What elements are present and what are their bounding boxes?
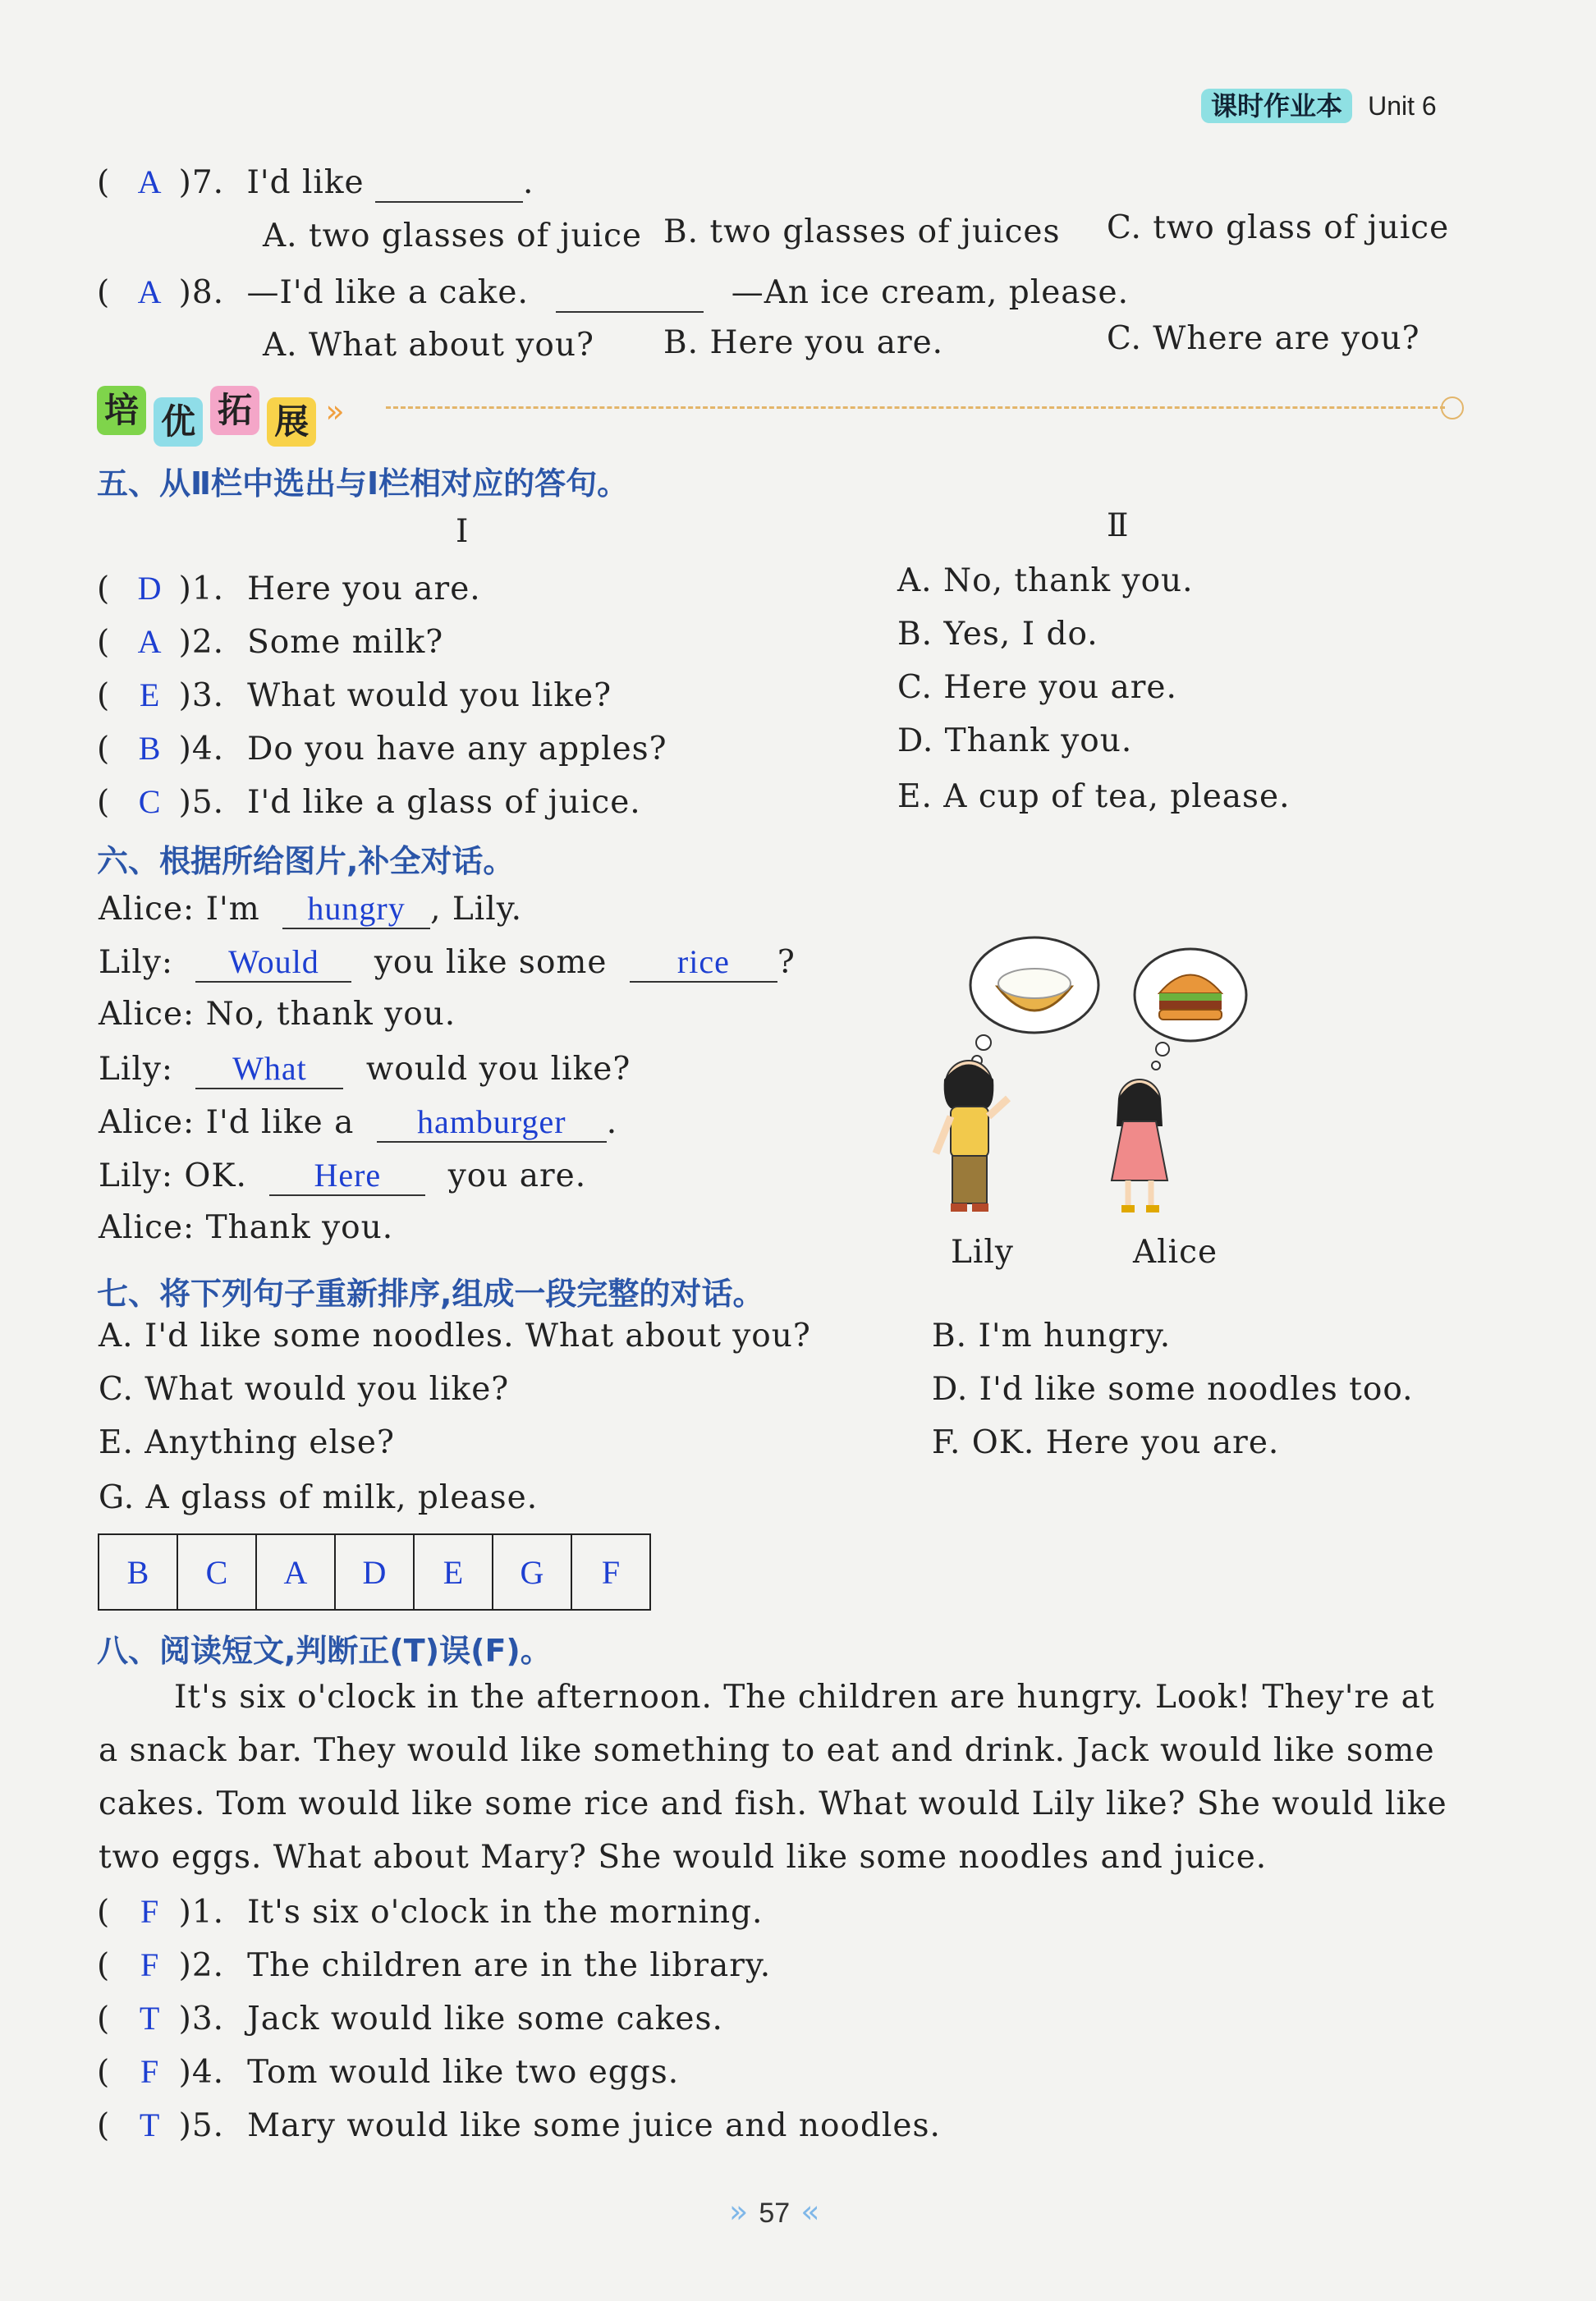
answer: F — [140, 2053, 160, 2090]
list-item: ( T )3. Jack would like some cakes. — [97, 2000, 723, 2037]
sentence-item: D. I'd like some noodles too. — [932, 1371, 1414, 1408]
banner-char: 拓 — [210, 386, 259, 435]
list-item: ( E )3. What would you like? — [97, 676, 612, 714]
section-5-title: 五、从Ⅱ栏中选出与Ⅰ栏相对应的答句。 — [97, 465, 629, 502]
banner-char: 展 — [267, 397, 316, 447]
answer: T — [139, 2106, 161, 2143]
list-item: ( C )5. I'd like a glass of juice. — [97, 783, 641, 821]
answer: E — [139, 676, 161, 713]
q8-option-c: C. Where are you? — [1107, 320, 1420, 357]
section-banner — [97, 386, 345, 442]
page-number: 57 — [759, 2198, 791, 2229]
header-badge: 课时作业本 — [1201, 89, 1352, 123]
filled-blank: Would — [195, 942, 351, 983]
option-item: C. Here you are. — [897, 669, 1177, 706]
dialogue-text: ? — [777, 944, 796, 981]
item-number: )2. — [178, 624, 225, 661]
list-item: ( T )5. Mary would like some juice and noodles. — [97, 2106, 941, 2144]
order-cell: F — [571, 1534, 650, 1610]
dialogue-line — [99, 942, 796, 983]
column-1-heading: Ⅰ — [456, 513, 470, 550]
item-number: )5. — [178, 2107, 225, 2144]
sentence-item: A. I'd like some noodles. What about you? — [99, 1318, 811, 1354]
q8-option-b: B. Here you are. — [663, 324, 944, 361]
banner-end-circle-icon — [1441, 396, 1464, 419]
answer: D — [137, 570, 163, 607]
answer-blank — [556, 274, 704, 313]
option-item: E. A cup of tea, please. — [897, 778, 1291, 815]
dialogue-text: Alice: I'm — [99, 891, 260, 928]
section-6-title: 六、根据所给图片,补全对话。 — [97, 843, 515, 879]
filled-blank: Here — [269, 1156, 425, 1196]
question-8: ( A )8. —I'd like a cake. —An ice cream, please. — [97, 273, 1130, 311]
lily-figure — [936, 1061, 1008, 1212]
alice-figure — [1112, 1079, 1167, 1212]
dialogue-text: you like some — [374, 944, 608, 981]
answer: F — [140, 1946, 160, 1983]
dialogue-text: . — [606, 1104, 618, 1141]
item-number: )4. — [178, 2054, 225, 2091]
answer: A — [137, 273, 163, 310]
order-answer-table — [98, 1533, 651, 1611]
order-cell: B — [99, 1534, 177, 1610]
item-text: Jack would like some cakes. — [247, 2001, 723, 2037]
item-number: )4. — [178, 731, 225, 768]
item-number: )5. — [178, 784, 225, 821]
q7-option-c: C. two glass of juice — [1107, 209, 1450, 246]
item-number: )3. — [178, 2001, 225, 2037]
item-number: )3. — [178, 677, 225, 714]
dialogue-line — [99, 889, 522, 929]
q7-option-a: A. two glasses of juice — [263, 218, 643, 254]
answer: A — [137, 163, 163, 200]
item-text: Some milk? — [247, 624, 444, 661]
filled-blank: hamburger — [377, 1102, 607, 1143]
answer: B — [138, 730, 162, 767]
order-cell: A — [256, 1534, 335, 1610]
order-cell: C — [177, 1534, 256, 1610]
section-7-title: 七、将下列句子重新排序,组成一段完整的对话。 — [97, 1276, 764, 1312]
q7-option-b: B. two glasses of juices — [663, 213, 1061, 250]
item-text: It's six o'clock in the morning. — [247, 1894, 764, 1931]
item-text: The children are in the library. — [247, 1947, 772, 1984]
chevron-right-icon: » — [729, 2193, 749, 2230]
sentence-item: C. What would you like? — [99, 1371, 510, 1408]
order-cell: G — [493, 1534, 571, 1610]
dialogue-text: Lily: — [99, 1051, 174, 1088]
list-item: ( B )4. Do you have any apples? — [97, 730, 667, 768]
thought-bubble-rice-icon — [970, 937, 1098, 1066]
list-item: ( F )4. Tom would like two eggs. — [97, 2053, 680, 2091]
chevron-left-icon: « — [800, 2193, 820, 2230]
answer: A — [137, 623, 163, 660]
item-number: )2. — [178, 1947, 225, 1984]
dialogue-text: Alice: I'd like a — [99, 1104, 355, 1141]
question-number: )8. — [178, 274, 225, 311]
dialogue-line — [99, 1049, 631, 1089]
dialogue-line — [99, 1102, 617, 1143]
item-text: Tom would like two eggs. — [247, 2054, 680, 2091]
dialogue-text: you are. — [447, 1157, 587, 1194]
dialogue-line — [99, 1156, 586, 1196]
list-item: ( F )2. The children are in the library. — [97, 1946, 772, 1984]
banner-dashed-line — [386, 406, 1445, 409]
list-item: ( F )1. It's six o'clock in the morning. — [97, 1893, 764, 1931]
sentence-item: F. OK. Here you are. — [932, 1424, 1280, 1461]
list-item: ( A )2. Some milk? — [97, 623, 444, 661]
sentence-item: G. A glass of milk, please. — [99, 1479, 539, 1516]
passage-line: It's six o'clock in the afternoon. The children are hungry. Look! They're at — [174, 1679, 1435, 1716]
item-text: I'd like a glass of juice. — [247, 784, 641, 821]
banner-arrow-icon: » — [325, 393, 345, 429]
list-item: ( D )1. Here you are. — [97, 570, 481, 607]
item-text: What would you like? — [247, 677, 612, 714]
order-cell: E — [414, 1534, 493, 1610]
page-header — [1201, 85, 1437, 123]
column-2-heading: Ⅱ — [1107, 507, 1130, 544]
question-stem: I'd like — [246, 164, 365, 201]
option-item: D. Thank you. — [897, 722, 1133, 759]
filled-blank: What — [195, 1049, 343, 1089]
item-text: Here you are. — [247, 571, 481, 607]
banner-char: 优 — [154, 397, 203, 447]
question-7: ( A )7. I'd like . — [97, 163, 534, 201]
passage-line: two eggs. What about Mary? She would like some noodles and juice. — [99, 1839, 1268, 1876]
question-number: )7. — [178, 164, 225, 201]
passage-line: cakes. Tom would like some rice and fish. What would Lily like? She would like — [99, 1785, 1447, 1822]
question-stem: —I'd like a cake. — [246, 274, 529, 311]
dialogue-text: Lily: OK. — [99, 1157, 247, 1194]
option-item: A. No, thank you. — [897, 562, 1194, 599]
page-footer — [729, 2193, 820, 2230]
sentence-item: B. I'm hungry. — [932, 1318, 1172, 1354]
thought-bubble-hamburger-icon — [1135, 949, 1246, 1070]
dialogue-line: Alice: No, thank you. — [99, 996, 456, 1033]
header-unit: Unit 6 — [1368, 91, 1437, 121]
dialogue-line: Alice: Thank you. — [99, 1209, 394, 1246]
banner-char: 培 — [97, 386, 146, 435]
answer-blank — [375, 164, 523, 203]
sentence-item: E. Anything else? — [99, 1424, 395, 1461]
question-tail: . — [523, 164, 534, 201]
answer: T — [139, 2000, 161, 2037]
dialogue-text: Lily: — [99, 944, 174, 981]
item-text: Mary would like some juice and noodles. — [247, 2107, 941, 2144]
answer: F — [140, 1893, 160, 1930]
item-text: Do you have any apples? — [247, 731, 667, 768]
option-item: B. Yes, I do. — [897, 616, 1098, 653]
dialogue-text: , Lily. — [430, 891, 522, 928]
order-cell: D — [335, 1534, 414, 1610]
q8-option-a: A. What about you? — [263, 327, 594, 364]
section-8-title: 八、阅读短文,判断正(T)误(F)。 — [97, 1633, 552, 1669]
item-number: )1. — [178, 1894, 225, 1931]
filled-blank: hungry — [282, 889, 430, 929]
caption-alice: Alice — [1133, 1234, 1218, 1271]
filled-blank: rice — [630, 942, 777, 983]
dialogue-text: would you like? — [365, 1051, 631, 1088]
question-tail: —An ice cream, please. — [731, 274, 1130, 311]
item-number: )1. — [178, 571, 225, 607]
answer: C — [138, 783, 162, 820]
illustration — [920, 919, 1297, 1223]
passage-line: a snack bar. They would like something to eat and drink. Jack would like some — [99, 1732, 1435, 1769]
caption-lily: Lily — [951, 1234, 1014, 1271]
